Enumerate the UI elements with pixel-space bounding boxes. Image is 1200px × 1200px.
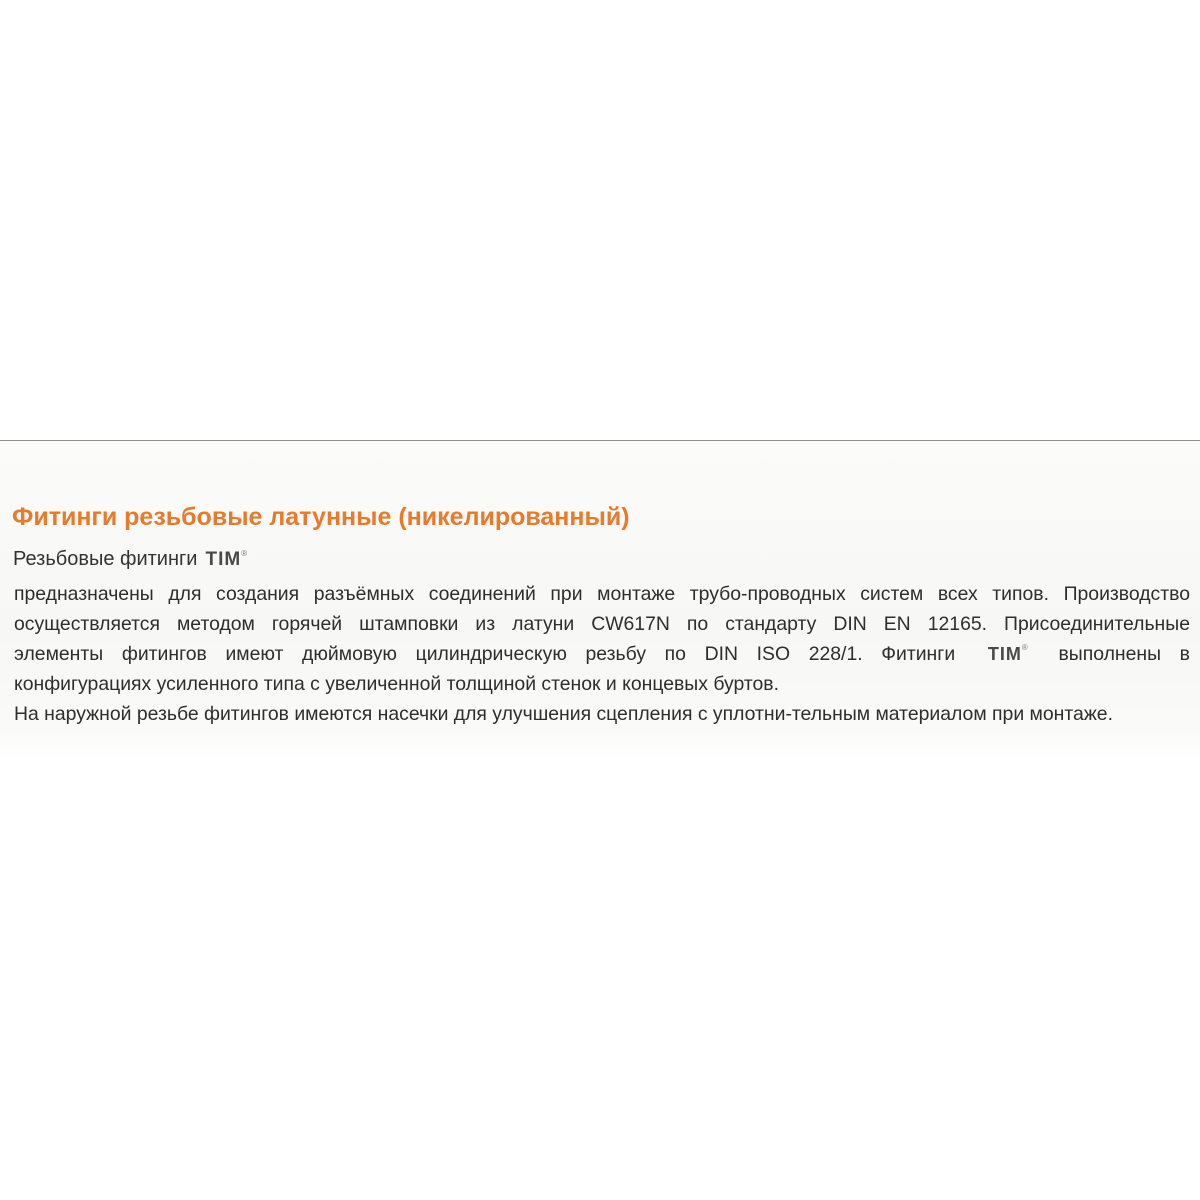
brand-name: TIM xyxy=(205,549,242,570)
paragraph-text: элементы фитингов имеют дюймовую цилиндрическую резьбу по DIN ISO 228/1. Фитинги xyxy=(14,643,956,665)
brand-logo xyxy=(205,546,249,574)
paragraph-line: конфигурациях усиленного типа с увеличенной толщиной стенок и концевых буртов. xyxy=(14,673,779,695)
brand-logo xyxy=(987,639,1029,669)
brand-name: TIM xyxy=(987,644,1022,664)
divider-line xyxy=(0,440,1200,441)
registered-mark: ® xyxy=(241,549,249,558)
paragraph-line: предназначены для создания разъёмных соединений при монтаже трубо-проводных систем всех типов. Производство xyxy=(14,583,1190,605)
intro-line xyxy=(13,545,251,574)
intro-text: Резьбовые фитинги xyxy=(13,548,198,570)
registered-mark: ® xyxy=(1021,643,1029,652)
description-paragraph xyxy=(14,579,1190,729)
section-title: Фитинги резьбовые латунные (никелированный) xyxy=(12,503,630,531)
paragraph-line-with-brand xyxy=(14,639,1190,669)
paragraph-line: На наружной резьбе фитингов имеются насечки для улучшения сцепления с уплотни-тельным материалом при монтаже. xyxy=(14,703,1113,725)
paragraph-text: выполнены в xyxy=(1058,643,1190,665)
paragraph-line: осуществляется методом горячей штамповки из латуни CW617N по стандарту DIN EN 12165. Присоединительные xyxy=(14,613,1190,635)
